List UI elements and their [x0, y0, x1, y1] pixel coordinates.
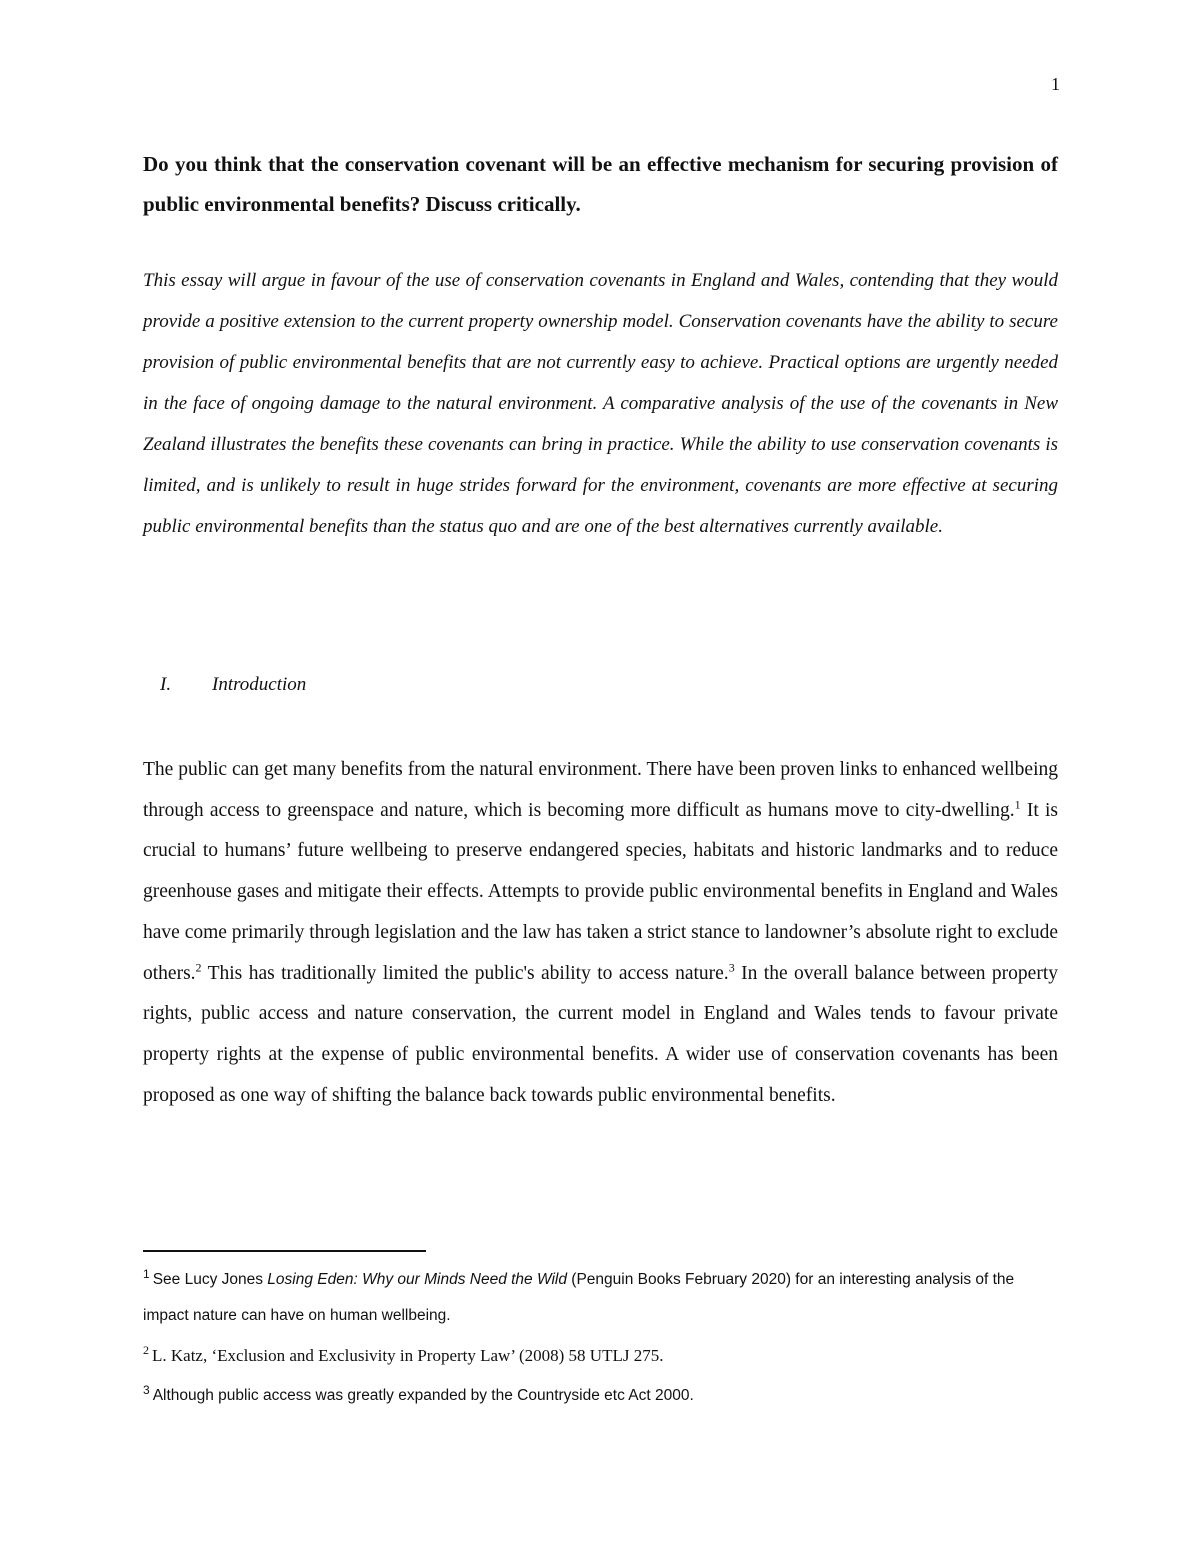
footnote-text: Although public access was greatly expanded by the Countryside etc Act 2000. [152, 1387, 694, 1404]
body-sentence: This has traditionally limited the public's ability to access nature. [201, 962, 729, 984]
footnote-3 [143, 1378, 1058, 1414]
section-heading [160, 670, 306, 700]
footnote-text: See Lucy Jones [152, 1271, 268, 1288]
page-number: 1 [1051, 74, 1060, 94]
body-sentence: It is crucial to humans’ future wellbeing to preserve endangered species, habitats and historic landmarks and to reduce greenhouse gases and mitigate their effects. Attempts to provide public environmental benefits in England and Wales have come primarily through legislation and the law has taken a strict stance to landowner’s absolute right to exclude others. [143, 799, 1058, 984]
essay-title: Do you think that the conservation covenant will be an effective mechanism for securing provision of public environmental benefits? Discuss critically. [143, 152, 1058, 216]
body-sentence: The public can get many benefits from the natural environment. There have been proven links to enhanced wellbeing through access to greenspace and nature, which is becoming more difficult as humans move to city-dwelling. [143, 759, 1058, 821]
footnote-1 [143, 1262, 1058, 1334]
body-paragraph [143, 750, 1058, 1116]
footnote-marker: 3 [143, 1382, 150, 1397]
book-title: Losing Eden: Why our Minds Need the Wild [267, 1271, 567, 1288]
body-sentence: In the overall balance between property rights, public access and nature conservation, the current model in England and Wales tends to favour private property rights at the expense of public environmental benefits. A wider use of conservation covenants has been proposed as one way of shifting the balance back towards public environmental benefits. [143, 962, 1058, 1106]
footnote-text: L. Katz, ‘Exclusion and Exclusivity in Property Law’ (2008) 58 UTLJ 275. [152, 1346, 664, 1365]
footnote-separator [143, 1250, 426, 1252]
footnote-reference: 2 [195, 960, 202, 975]
footnote-marker: 2 [143, 1343, 149, 1358]
footnote-marker: 1 [143, 1266, 150, 1281]
footnote-reference: 1 [1014, 797, 1021, 812]
footnote-text: (Penguin Books February 2020) for an interesting analysis of the impact nature can have on human wellbeing. [143, 1271, 1015, 1324]
footnote-2 [143, 1338, 1058, 1374]
section-number: I. [160, 674, 172, 695]
footnote-reference: 3 [728, 960, 735, 975]
section-title: Introduction [212, 674, 307, 695]
abstract-paragraph: This essay will argue in favour of the use of conservation covenants in England and Wales, contending that they would provide a positive extension to the current property ownership model. Conservation covenants have the ability to secure provision of public environmental benefits that are not currently easy to achieve. Practical options are urgently needed in the face of ongoing damage to the natural environment. A comparative analysis of the use of the covenants in New Zealand illustrates the benefits these covenants can bring in practice. While the ability to use conservation covenants is limited, and is unlikely to result in huge strides forward for the environment, covenants are more effective at securing public environmental benefits than the status quo and are one of the best alternatives currently available. [143, 270, 1058, 537]
footnotes [143, 1262, 1058, 1418]
